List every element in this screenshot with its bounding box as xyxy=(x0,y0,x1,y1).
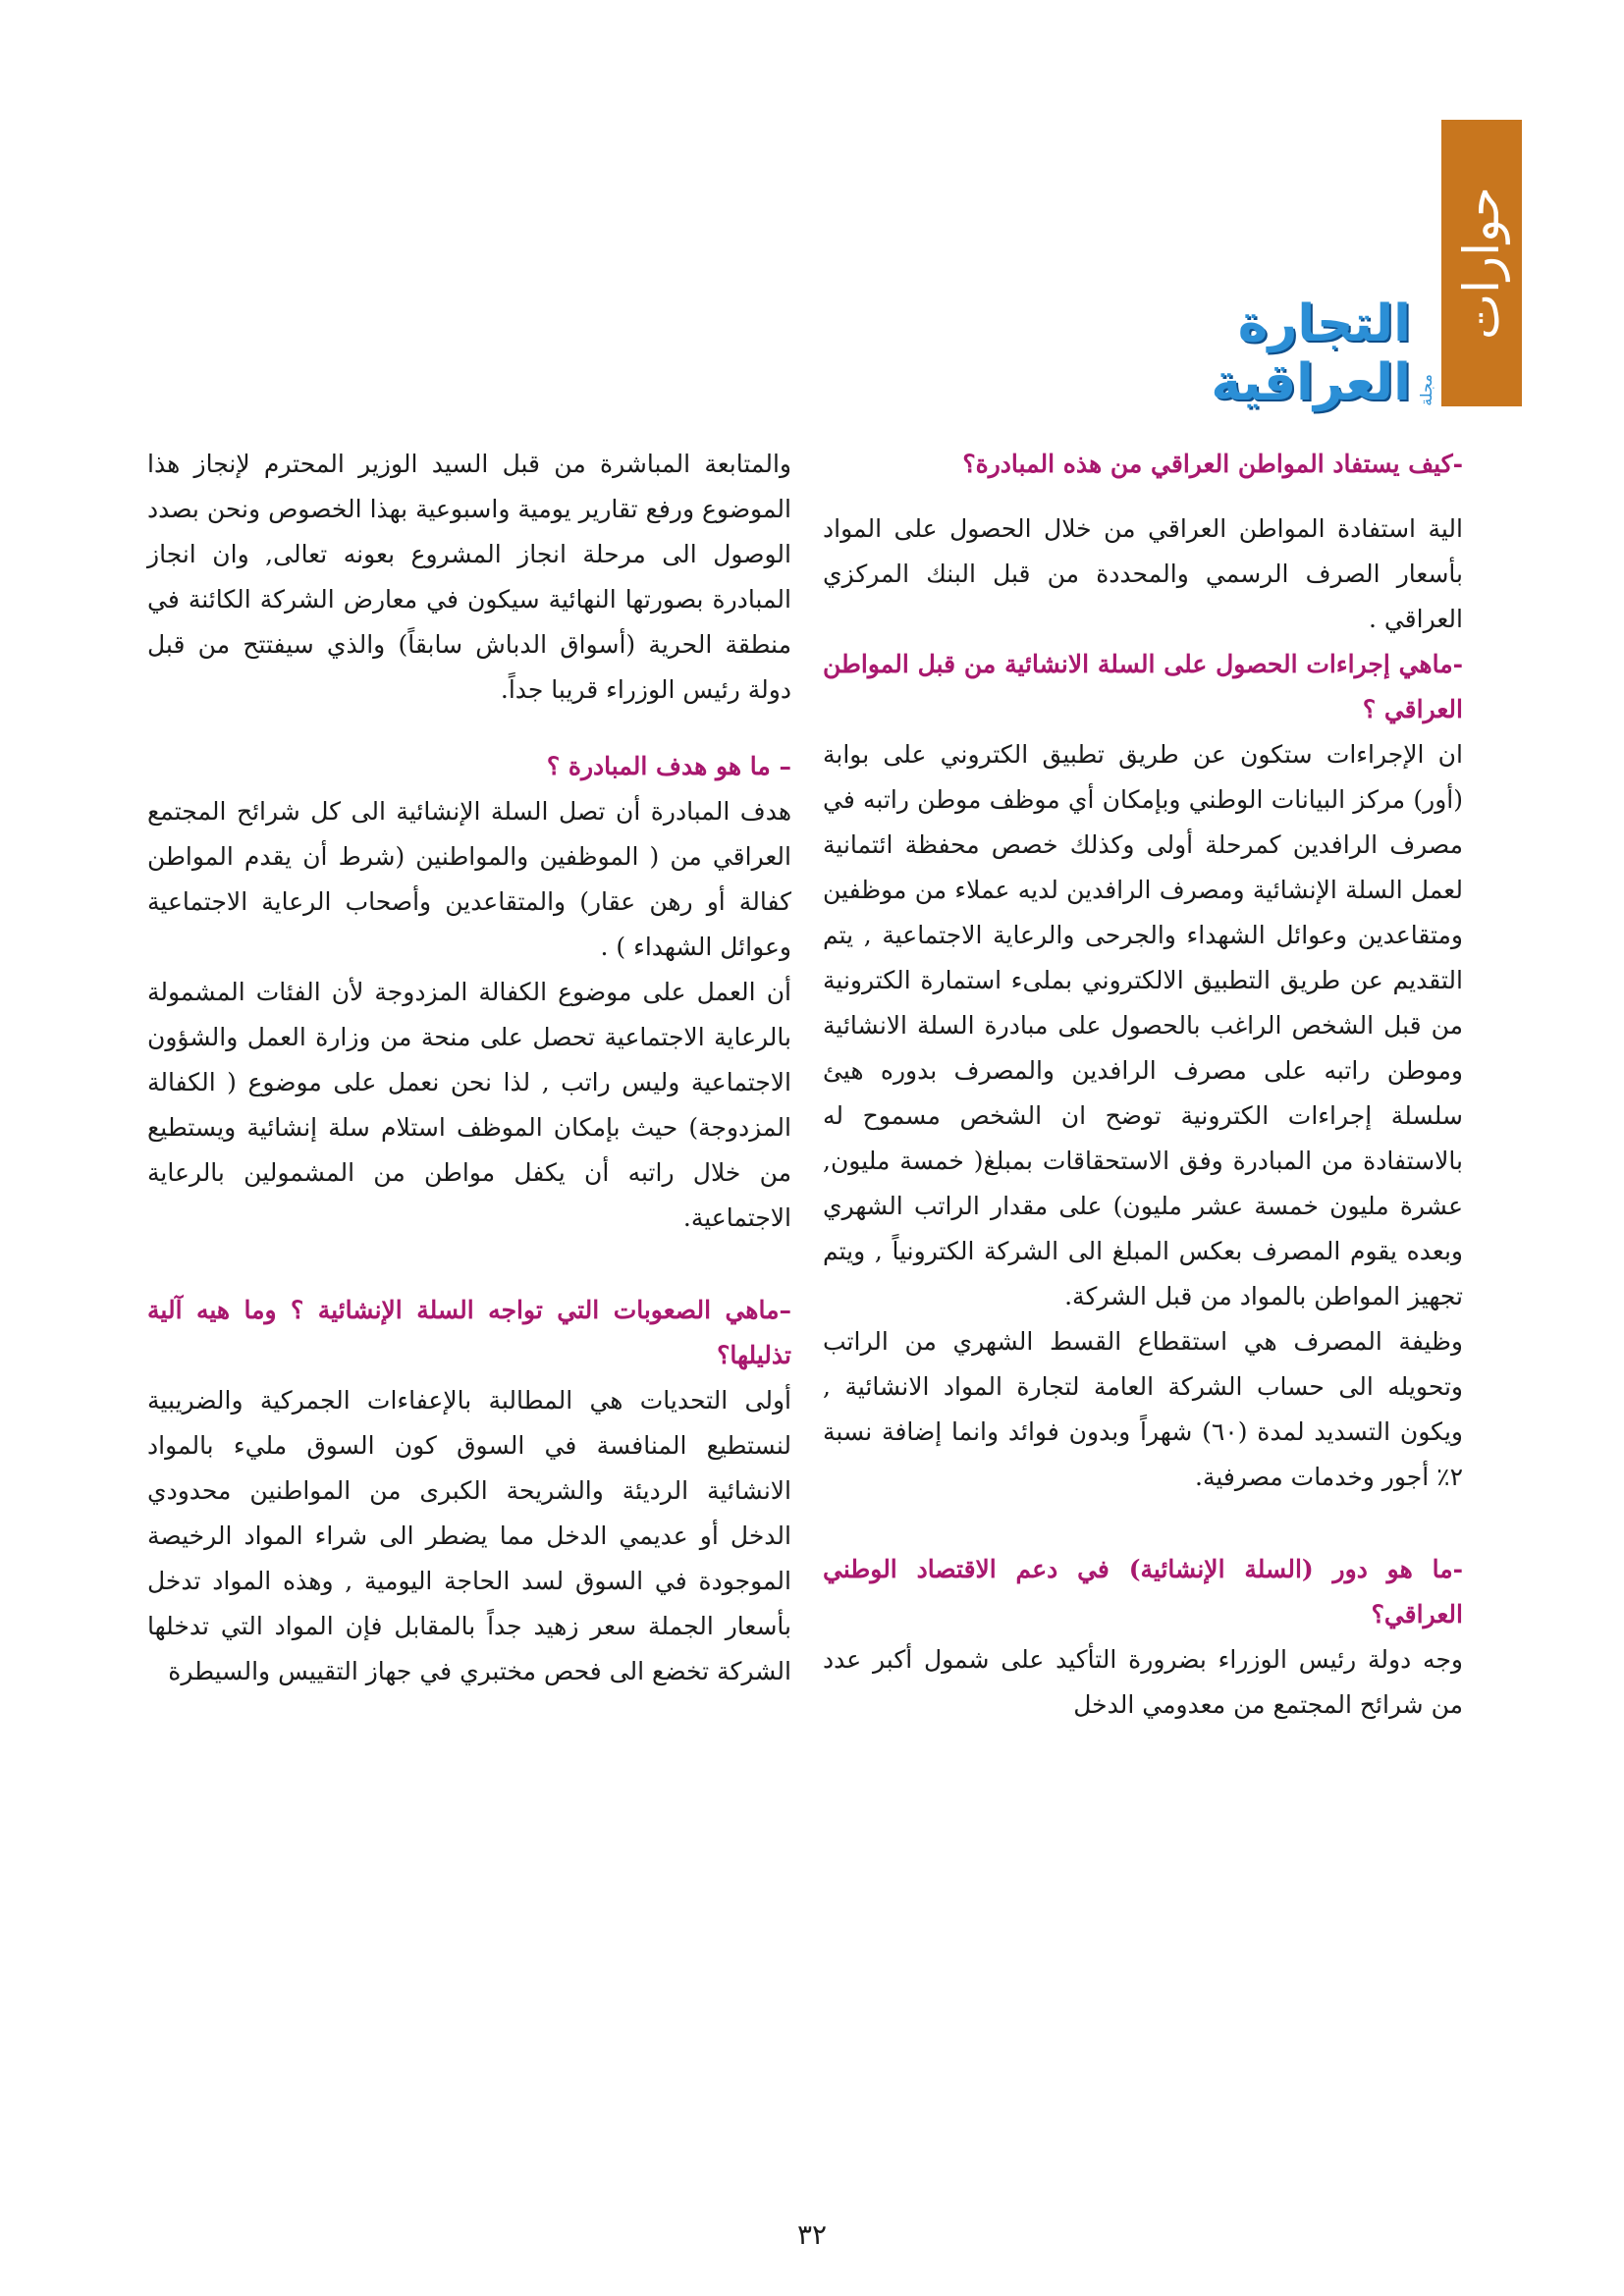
magazine-logo-small: مجلة xyxy=(1417,374,1435,406)
question-heading: -كيف يستفاد المواطن العراقي من هذه المبادرة؟ xyxy=(962,450,1463,478)
question-heading: -ما هو دور (السلة الإنشائية) في دعم الاقتصاد الوطني العراقي؟ xyxy=(823,1555,1463,1629)
right-column xyxy=(823,442,1463,1728)
answer-paragraph: وجه دولة رئيس الوزراء بضرورة التأكيد على شمول أكبر عدد من شرائح المجتمع من معدومي الدخل xyxy=(823,1645,1463,1719)
answer-paragraph: ان الإجراءات ستكون عن طريق تطبيق الكتروني على بوابة (أور) مركز البيانات الوطني وبإمكان أي موظف موطن راتبه في مصرف الرافدين كمرحلة أولى وكذلك خصص محفظة ائتمانية لعمل السلة الإنشائية ومصرف الرافدين لديه عملاء من موظفين ومتقاعدين وعوائل الشهداء والجرحى والرعاية الاجتماعية , يتم التقديم عن طريق التطبيق الالكتروني بملىء استمارة الكترونية من قبل الشخص الراغب بالحصول على مبادرة السلة الانشائية وموطن راتبه على مصرف الرافدين والمصرف بدوره هيئ سلسلة إجراءات الكترونية توضح ان الشخص مسموح له بالاستفادة من المبادرة وفق الاستحقاقات بمبلغ( خمسة مليون, عشرة مليون خمسة عشر مليون) على مقدار الراتب الشهري وبعده يقوم المصرف بعكس المبلغ الى الشركة الكترونياً , ويتم تجهيز المواطن بالمواد من قبل الشركة. xyxy=(823,740,1463,1310)
section-tab xyxy=(1441,120,1522,406)
question-heading: -ماهي إجراءات الحصول على السلة الانشائية من قبل المواطن العراقي ؟ xyxy=(823,650,1463,723)
question-heading: – ما هو هدف المبادرة ؟ xyxy=(546,752,791,780)
answer-paragraph: أن العمل على موضوع الكفالة المزدوجة لأن الفئات المشمولة بالرعاية الاجتماعية تحصل على منحة من وزارة العمل والشؤون الاجتماعية وليس راتب , لذا نحن نعمل على موضوع ( الكفالة المزدوجة) حيث بإمكان الموظف استلام سلة إنشائية ويستطيع من خلال راتبه أن يكفل مواطن من المشمولين بالرعاية الاجتماعية. xyxy=(147,978,791,1232)
page-number: ٣٢ xyxy=(796,2218,828,2251)
left-column xyxy=(147,442,791,1694)
answer-paragraph: والمتابعة المباشرة من قبل السيد الوزير المحترم لإنجاز هذا الموضوع ورفع تقارير يومية واسبوعية بهذا الخصوص ونحن بصدد الوصول الى مرحلة انجاز المشروع بعونه تعالى, وان انجاز المبادرة بصورتها النهائية سيكون في معارض الشركة الكائنة في منطقة الحرية (أسواق الدباش سابقاً) والذي سيفتتح من قبل دولة رئيس الوزراء قريبا جداً. xyxy=(147,450,791,704)
answer-paragraph: هدف المبادرة أن تصل السلة الإنشائية الى كل شرائح المجتمع العراقي من ( الموظفين والمواطنين (شرط أن يقدم المواطن كفالة أو رهن عقار) والمتقاعدين وأصحاب الرعاية الاجتماعية وعوائل الشهداء ) . xyxy=(147,797,791,961)
answer-paragraph: أولى التحديات هي المطالبة بالإعفاءات الجمركية والضريبية لنستطيع المنافسة في السوق كون السوق مليء بالمواد الانشائية الرديئة والشريحة الكبرى من المواطنين محدودي الدخل أو عديمي الدخل مما يضطر الى شراء المواد الرخيصة الموجودة في السوق لسد الحاجة اليومية , وهذه المواد تدخل بأسعار الجملة سعر زهيد جداً بالمقابل فإن المواد التي تدخلها الشركة تخضع الى فحص مختبري في جهاز التقييس والسيطرة xyxy=(147,1386,791,1685)
magazine-logo xyxy=(1100,294,1435,412)
answer-paragraph: الية استفادة المواطن العراقي من خلال الحصول على المواد بأسعار الصرف الرسمي والمحددة من قبل البنك المركزي العراقي . xyxy=(823,514,1463,633)
section-tab-label: حوارات xyxy=(1453,187,1510,340)
answer-paragraph: وظيفة المصرف هي استقطاع القسط الشهري من الراتب وتحويله الى حساب الشركة العامة لتجارة المواد الانشائية , ويكون التسديد لمدة (٦٠) شهراً وبدون فوائد وانما إضافة نسبة ٢٪ أجور وخدمات مصرفية. xyxy=(823,1327,1463,1491)
magazine-logo-text: التجارة العراقية xyxy=(1211,294,1411,412)
question-heading: –ماهي الصعوبات التي تواجه السلة الإنشائية ؟ وما هيه آلية تذليلها؟ xyxy=(147,1296,791,1369)
